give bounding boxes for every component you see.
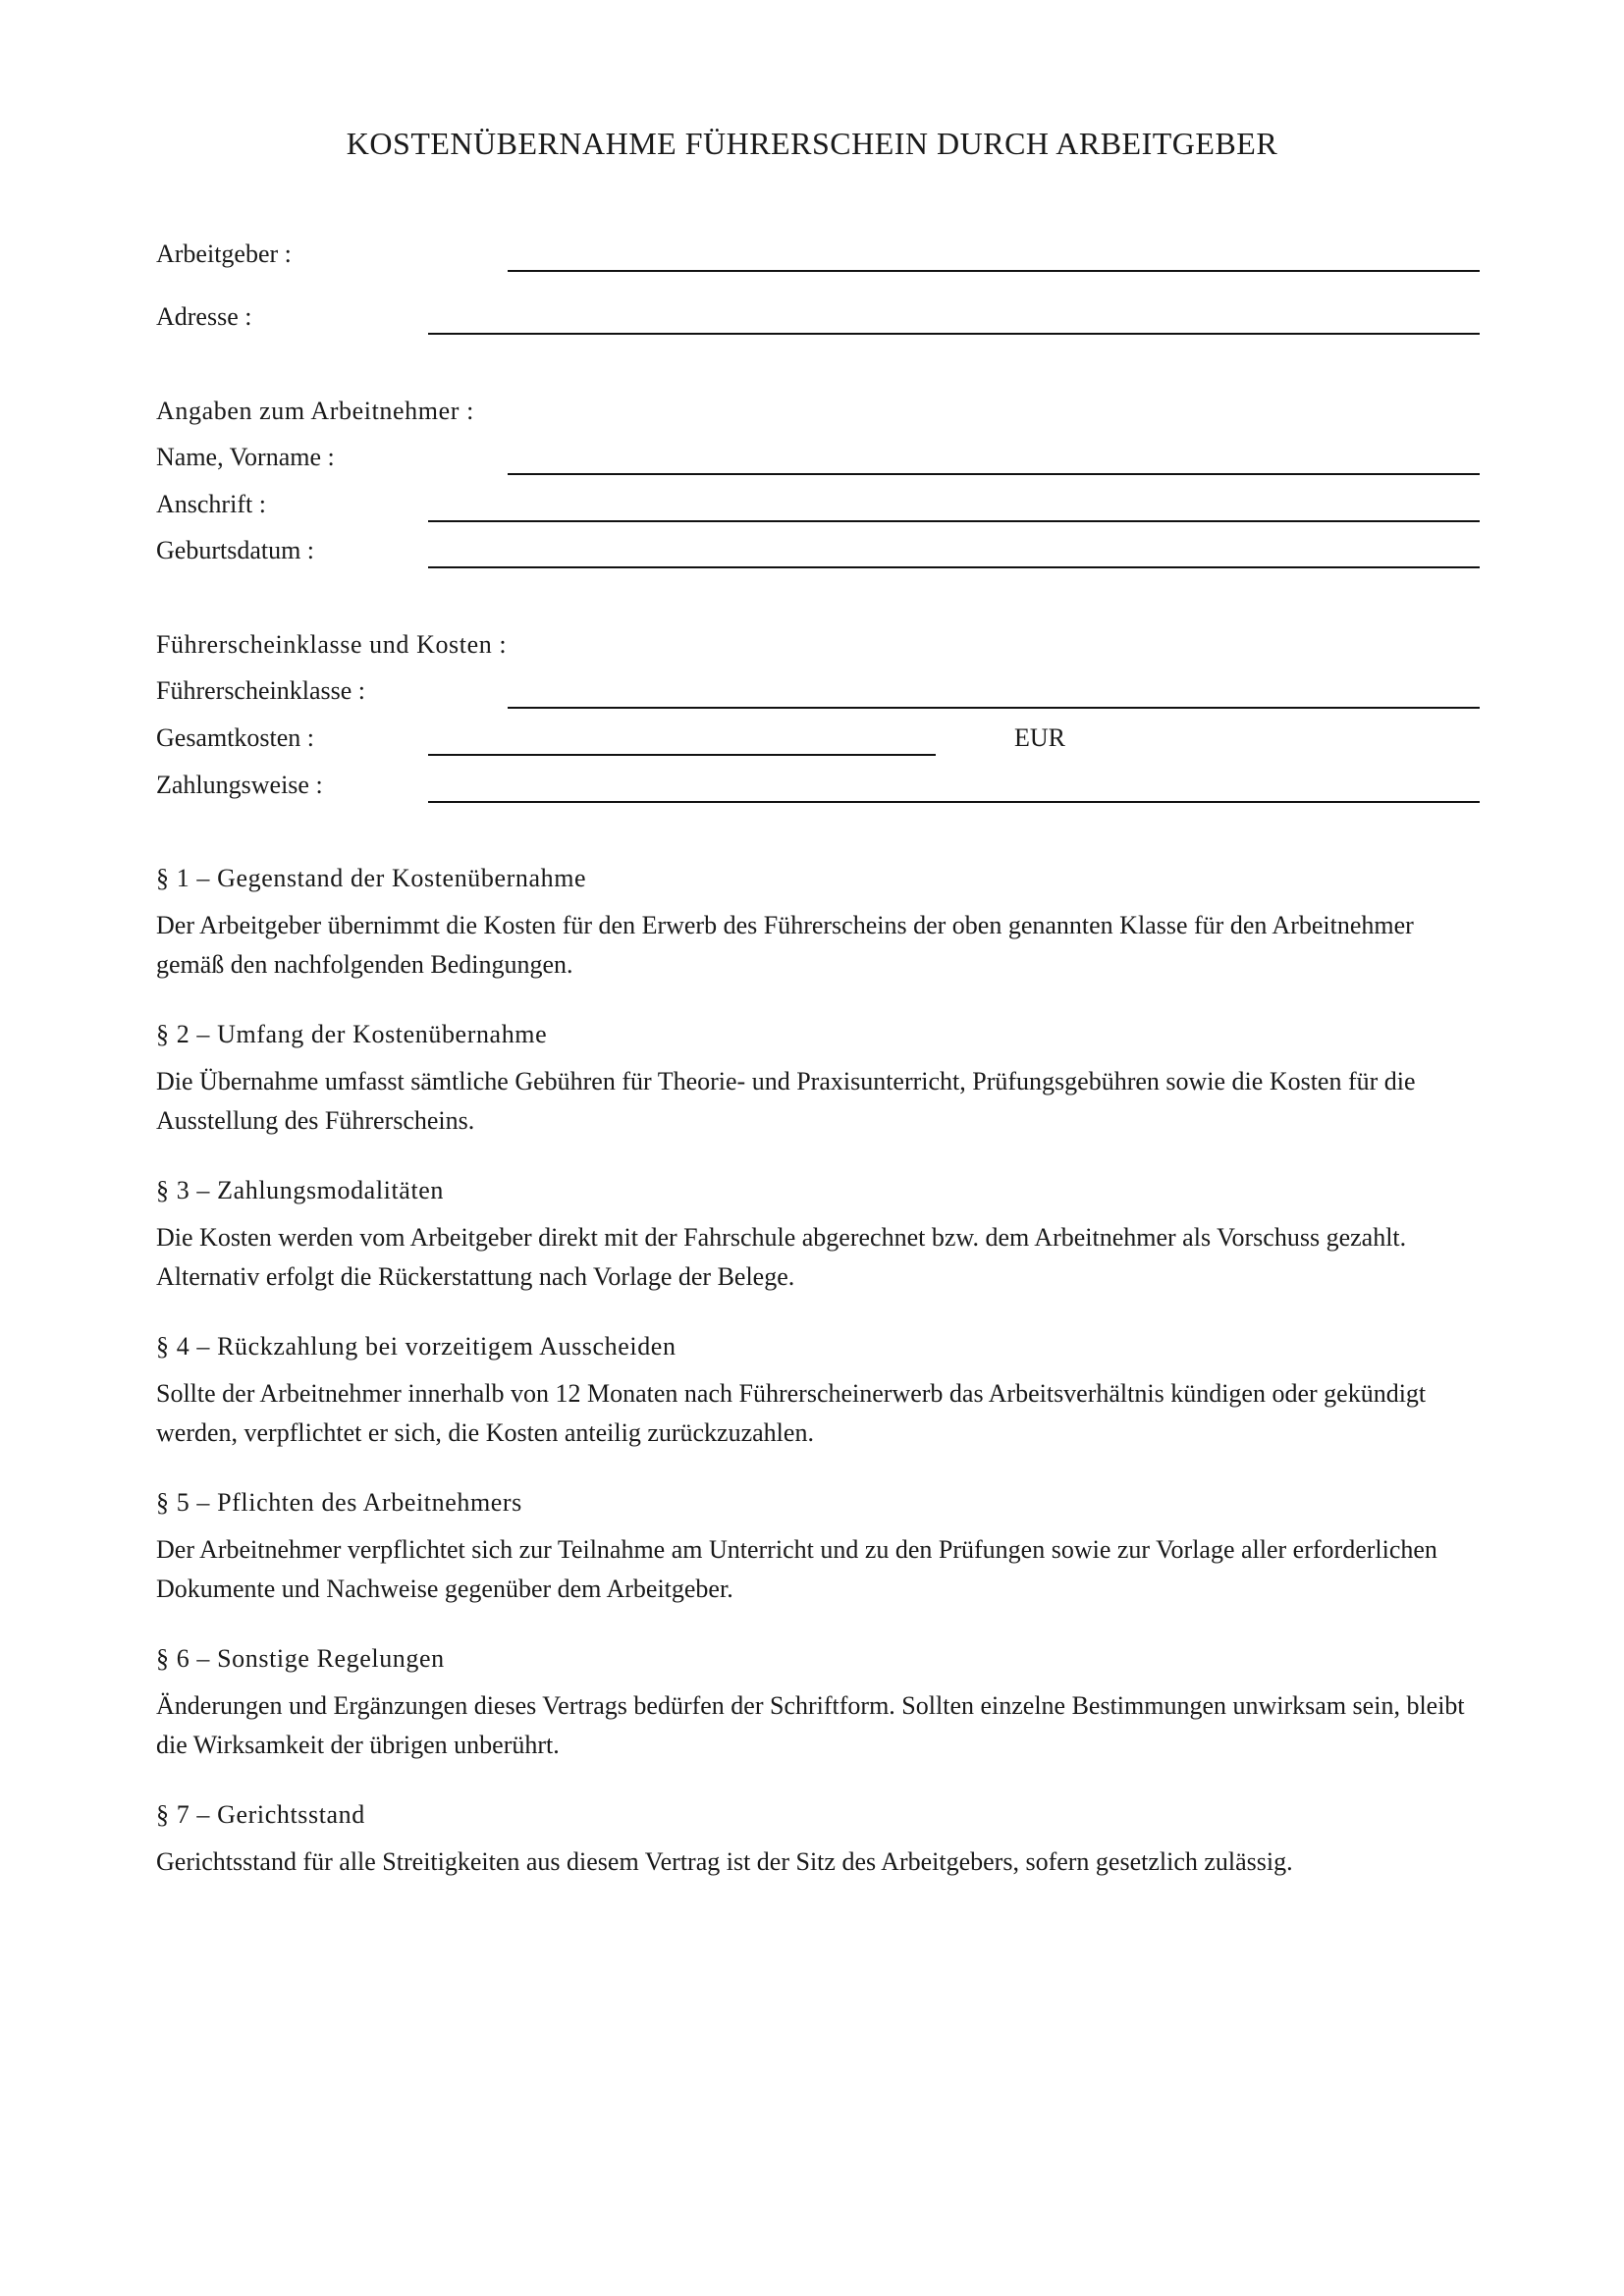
employer-label: Arbeitgeber : — [156, 240, 292, 268]
clause-5-heading: § 5 – Pflichten des Arbeitnehmers — [156, 1488, 522, 1517]
employer-address-field-line[interactable] — [428, 333, 1480, 335]
clause-3-heading: § 3 – Zahlungsmodalitäten — [156, 1176, 445, 1204]
employee-section-label: Angaben zum Arbeitnehmer : — [156, 397, 474, 425]
employee-name-label: Name, Vorname : — [156, 443, 335, 471]
employee-birthdate-label: Geburtsdatum : — [156, 536, 315, 564]
clause-3-text: Die Kosten werden vom Arbeitgeber direkt mit der Fahrschule abgerechnet bzw. dem Arbeitnehmer als Vorschuss gezahlt. Alternativ erfolgt die Rückerstattung nach Vorlage der Belege. — [156, 1223, 1407, 1291]
total-cost-label: Gesamtkosten : — [156, 723, 315, 752]
payment-method-field-line[interactable] — [428, 801, 1480, 803]
clause-7-heading: § 7 – Gerichtsstand — [156, 1800, 365, 1829]
clause-7-text: Gerichtsstand für alle Streitigkeiten aus diesem Vertrag ist der Sitz des Arbeitgebers, sofern gesetzlich zulässig. — [156, 1847, 1293, 1876]
clause-4-text: Sollte der Arbeitnehmer innerhalb von 12 Monaten nach Führerscheinerwerb das Arbeitsverhältnis kündigen oder gekündigt werden, verpflichtet er sich, die Kosten anteilig zurückzuzahlen. — [156, 1379, 1427, 1447]
employee-address-field-line[interactable] — [428, 520, 1480, 522]
license-class-field-line[interactable] — [508, 707, 1480, 709]
clause-2-heading: § 2 – Umfang der Kostenübernahme — [156, 1020, 548, 1048]
employer-field-line[interactable] — [508, 270, 1480, 272]
employer-address-label: Adresse : — [156, 302, 252, 331]
employee-address-label: Anschrift : — [156, 490, 266, 518]
currency-label: EUR — [1014, 723, 1065, 752]
clause-1-heading: § 1 – Gegenstand der Kostenübernahme — [156, 864, 587, 892]
clause-6-text: Änderungen und Ergänzungen dieses Vertrags bedürfen der Schriftform. Sollten einzelne Bestimmungen unwirksam sein, bleibt die Wirksamkeit der übrigen unberührt. — [156, 1691, 1465, 1759]
clause-4-heading: § 4 – Rückzahlung bei vorzeitigem Ausscheiden — [156, 1332, 677, 1361]
payment-method-label: Zahlungsweise : — [156, 771, 323, 799]
employee-birthdate-field-line[interactable] — [428, 566, 1480, 568]
clause-6-heading: § 6 – Sonstige Regelungen — [156, 1644, 445, 1673]
total-cost-field-line[interactable] — [428, 754, 936, 756]
license-section-label: Führerscheinklasse und Kosten : — [156, 630, 508, 659]
clause-5-text: Der Arbeitnehmer verpflichtet sich zur Teilnahme am Unterricht und zu den Prüfungen sowie zur Vorlage aller erforderlichen Dokumente und Nachweise gegenüber dem Arbeitgeber. — [156, 1535, 1437, 1603]
employee-name-field-line[interactable] — [508, 473, 1480, 475]
license-class-label: Führerscheinklasse : — [156, 676, 366, 705]
document-title: KOSTENÜBERNAHME FÜHRERSCHEIN DURCH ARBEITGEBER — [346, 126, 1278, 161]
clause-1-text: Der Arbeitgeber übernimmt die Kosten für den Erwerb des Führerscheins der oben genannten Klasse für den Arbeitnehmer gemäß den nachfolgenden Bedingungen. — [156, 911, 1414, 979]
clause-2-text: Die Übernahme umfasst sämtliche Gebühren für Theorie- und Praxisunterricht, Prüfungsgebühren sowie die Kosten für die Ausstellung des Führerscheins. — [156, 1067, 1416, 1135]
